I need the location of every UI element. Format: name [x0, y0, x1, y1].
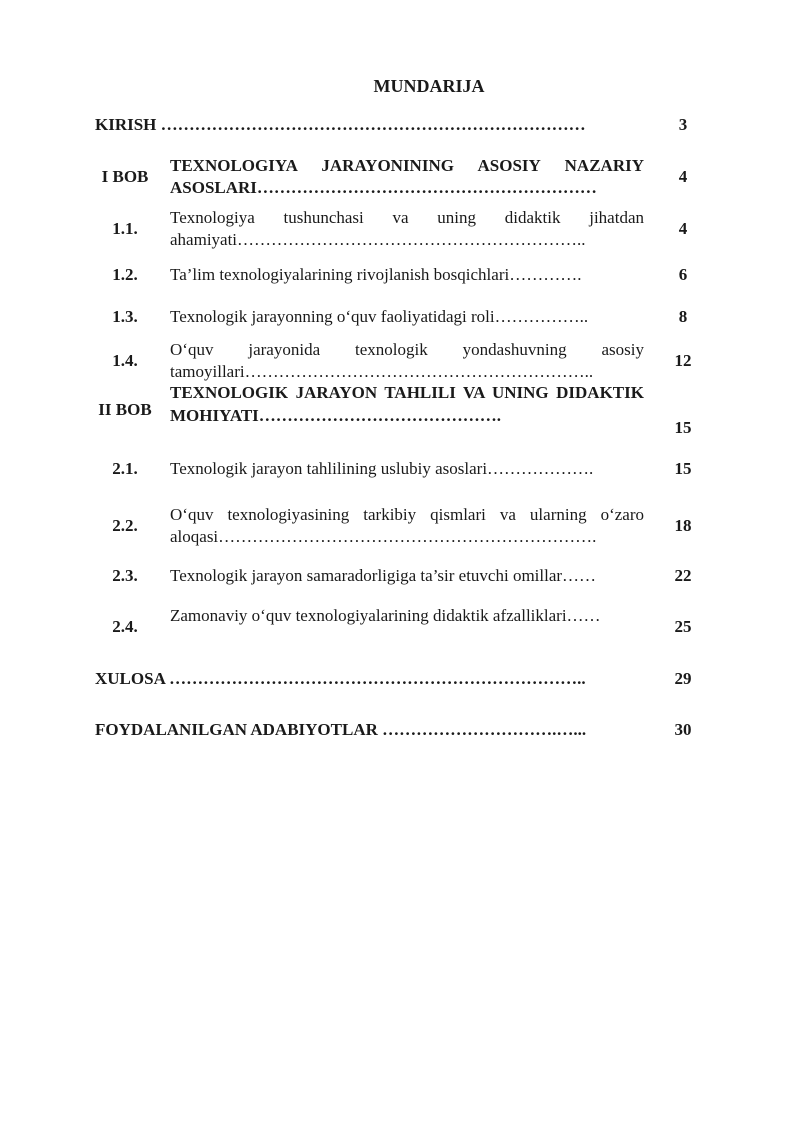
toc-entry-1-3[interactable] — [95, 306, 695, 328]
toc-page-number: 6 — [678, 265, 688, 284]
toc-section-number: 1.3. — [112, 307, 138, 326]
toc-section-number: 2.1. — [112, 459, 138, 478]
toc-entry-label: O‘quv texnologiyasining tarkibiy qismlari va ularning o‘zaro aloqasi…………………………………………………………. — [170, 505, 644, 546]
toc-entry-label: KIRISH ………………………………………………………………… — [95, 115, 586, 134]
toc-entry-label: Zamonaviy o‘quv texnologiyalarining didaktik afzalliklari…… — [170, 606, 601, 625]
toc-entry-label: Texnologik jarayonning o‘quv faoliyatidagi roli…………….. — [170, 307, 589, 326]
toc-entry-bob-2[interactable] — [95, 381, 695, 439]
toc-page-number: 15 — [674, 418, 692, 437]
toc-section-number: 1.4. — [112, 351, 138, 370]
page-title: MUNDARIJA — [373, 76, 485, 96]
toc-section-number: 1.2. — [112, 265, 138, 284]
toc-page-number: 12 — [674, 351, 692, 370]
toc-chapter-number: II BOB — [98, 400, 152, 419]
toc-page-number: 4 — [678, 167, 688, 186]
toc-entry-1-2[interactable] — [95, 264, 695, 286]
toc-section-number: 2.3. — [112, 566, 138, 585]
toc-entry-label: FOYDALANILGAN ADABIYOTLAR ………………………….…... — [95, 720, 587, 739]
toc-page-number: 25 — [674, 617, 692, 636]
toc-section-number: 2.2. — [112, 516, 138, 535]
toc-entry-label: TEXNOLOGIYA JARAYONINING ASOSIY NAZARIY ASOSLARI…………………………………………………… — [170, 156, 644, 197]
toc-entry-1-4[interactable] — [95, 339, 695, 383]
toc-page-number: 15 — [674, 459, 692, 478]
toc-page-number: 4 — [678, 219, 688, 238]
toc-entry-label: TEXNOLOGIK JARAYON TAHLILI VA UNING DIDAKTIK MOHIYATI……………………………………. — [170, 383, 644, 425]
toc-page-number: 18 — [674, 516, 692, 535]
toc-entry-label: Texnologik jarayon tahlilining uslubiy asoslari………………. — [170, 459, 594, 478]
toc-entry-label: XULOSA ……………………………………………………………….. — [95, 669, 586, 688]
toc-page-number: 30 — [674, 720, 692, 739]
toc-entry-2-2[interactable] — [95, 504, 695, 548]
toc-entry-label: O‘quv jarayonida texnologik yondashuvning asosiy tamoyillari…………………………………………………….. — [170, 340, 644, 381]
toc-entry-2-4[interactable] — [95, 605, 695, 649]
toc-page-number: 22 — [674, 566, 692, 585]
toc-page-number: 29 — [674, 669, 692, 688]
toc-page-number: 3 — [678, 115, 688, 134]
toc-entry-1-1[interactable] — [95, 207, 695, 251]
toc-chapter-number: I BOB — [101, 167, 149, 186]
toc-section-number: 1.1. — [112, 219, 138, 238]
toc-entry-label: Ta’lim texnologiyalarining rivojlanish bosqichlari…………. — [170, 265, 582, 284]
toc-entry-2-1[interactable] — [95, 458, 695, 480]
toc-entry-2-3[interactable] — [95, 565, 695, 587]
toc-section-number: 2.4. — [112, 617, 138, 636]
toc-entry-label: Texnologik jarayon samaradorligiga ta’sir etuvchi omillar…… — [170, 566, 597, 585]
toc-page-number: 8 — [678, 307, 688, 326]
toc-entry-label: Texnologiya tushunchasi va uning didaktik jihatdan ahamiyati…………………………………………………….. — [170, 208, 644, 249]
toc-entry-bob-1[interactable] — [95, 155, 695, 199]
